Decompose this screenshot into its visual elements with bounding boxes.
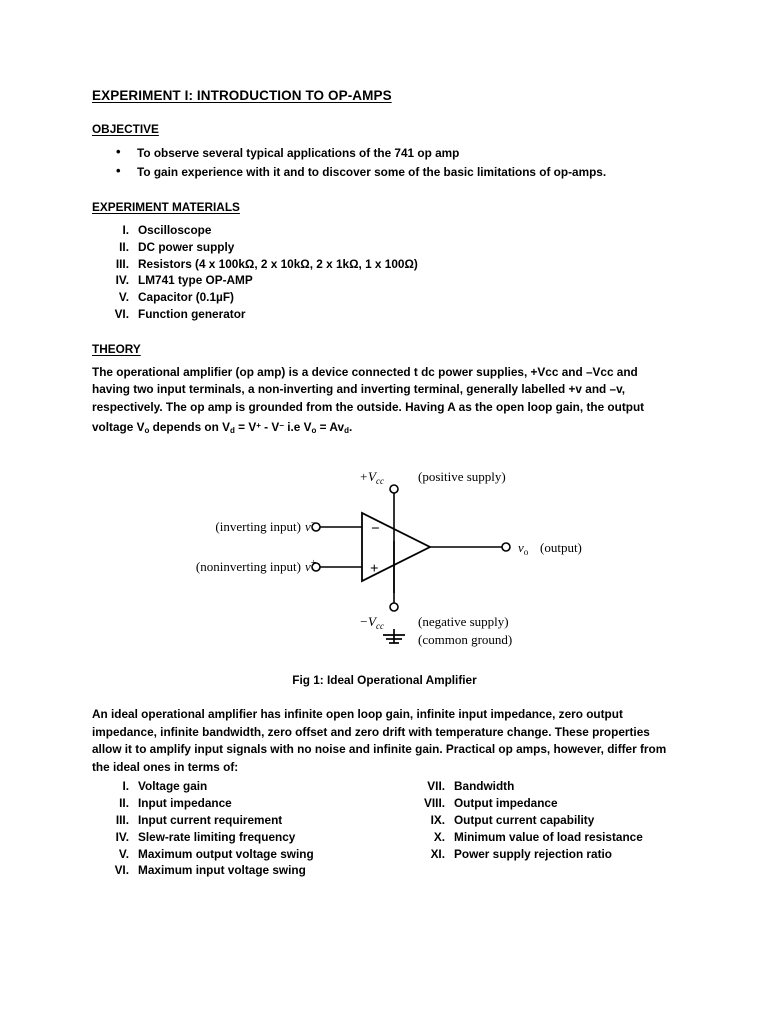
list-item-label: Output current capability — [454, 813, 595, 828]
list-item-number: VII. — [427, 779, 445, 794]
list-item-label: DC power supply — [138, 239, 235, 254]
list-item — [392, 829, 677, 846]
list-item — [92, 289, 677, 306]
output-text: (output) — [540, 540, 582, 556]
list-item-label: Capacitor (0.1µF) — [138, 290, 234, 305]
differences-left-list — [92, 778, 392, 879]
list-item-number: V. — [118, 290, 129, 305]
list-item-number: X. — [433, 829, 445, 844]
list-item — [92, 272, 677, 289]
list-item-number: VIII. — [424, 796, 445, 811]
section-heading-theory: THEORY — [92, 341, 141, 356]
list-item — [92, 306, 677, 323]
list-item — [92, 812, 392, 829]
list-item-number: II. — [119, 796, 129, 811]
list-item-number: VI. — [114, 306, 129, 321]
differences-left-column — [92, 778, 392, 879]
list-item-label: Power supply rejection ratio — [454, 846, 612, 861]
page-title: EXPERIMENT I: INTRODUCTION TO OP-AMPS — [92, 88, 392, 103]
opamp-schematic — [92, 461, 677, 661]
list-item: • To observe several typical applications of the 741 op amp — [92, 144, 677, 163]
list-item-number: IV. — [115, 829, 129, 844]
list-item-number: VI. — [114, 863, 129, 878]
negative-supply-text: (negative supply) — [418, 614, 509, 630]
section-heading-materials: EXPERIMENT MATERIALS — [92, 200, 240, 214]
list-item — [92, 829, 392, 846]
list-item — [92, 256, 677, 273]
list-item-number: IV. — [115, 273, 129, 288]
list-item-label: Oscilloscope — [138, 223, 212, 237]
inverting-input-label: (inverting input) — [215, 519, 301, 535]
list-item-number: I. — [122, 779, 129, 794]
section-heading-objective: OBJECTIVE — [92, 122, 159, 136]
ground-icon — [383, 629, 405, 643]
noninverting-input-label: (noninverting input) — [195, 559, 301, 575]
negative-supply-label: $-V_{cc}$ — [359, 614, 384, 632]
inverting-terminal-sign: − — [371, 521, 380, 538]
list-item-label: Slew-rate limiting frequency — [138, 829, 296, 844]
materials-list — [92, 222, 677, 323]
list-item-label: Maximum output voltage swing — [138, 846, 314, 861]
output-label: $v_o$ — [518, 540, 529, 558]
figure-caption: Fig 1: Ideal Operational Amplifier — [292, 673, 477, 688]
list-item — [92, 222, 677, 239]
positive-supply-terminal — [390, 485, 398, 493]
list-item — [392, 846, 677, 863]
negative-supply-terminal — [390, 603, 398, 611]
list-item-label: Input current requirement — [138, 813, 283, 828]
list-item-number: V. — [118, 846, 129, 861]
list-item-label: Voltage gain — [138, 779, 208, 794]
list-item-number: I. — [122, 223, 129, 237]
list-item — [92, 862, 392, 879]
list-item-label: Bandwidth — [454, 779, 515, 794]
list-item — [92, 778, 392, 795]
theory-paragraph: The operational amplifier (op amp) is a device connected t dc power supplies, +Vcc and –Vcc and having two input terminals, a non-inverting and inverting terminal, generally labelled +v and –v, respectively. The op amp is grounded from the outside. Having A as the open loop gain, the output voltage $V_o$ depends on $V_d = V^+ - V^-$ i.e $V_o = Av_d$. — [92, 364, 645, 435]
output-terminal — [502, 543, 510, 551]
objective-list — [92, 144, 677, 181]
list-item-number: IX. — [430, 813, 445, 828]
list-item — [92, 795, 392, 812]
list-item — [392, 812, 677, 829]
list-item: • To gain experience with it and to discover some of the basic limitations of op-amps. — [92, 163, 677, 182]
list-item-label: Resistors (4 x 100kΩ, 2 x 10kΩ, 2 x 1kΩ, 1 x 100Ω) — [138, 256, 418, 271]
ideal-opamp-paragraph: An ideal operational amplifier has infinite open loop gain, infinite input impedance, zero output impedance, infinite bandwidth, zero offset and zero drift with temperature change. These properties allow it to amplify input signals with no noise and infinite gain. Practical op amps, however, differ from the ideal ones in terms of: — [92, 707, 667, 774]
noninverting-input-symbol: v+ — [305, 558, 317, 575]
list-item-label: Function generator — [138, 306, 246, 321]
list-item-label: Output impedance — [454, 796, 558, 811]
opamp-figure — [92, 461, 677, 661]
inverting-input-symbol: v− — [305, 518, 317, 535]
list-item-label: Minimum value of load resistance — [454, 829, 643, 844]
list-item-label: Maximum input voltage swing — [138, 863, 306, 878]
noninverting-terminal-sign: + — [370, 561, 379, 578]
list-item — [92, 239, 677, 256]
list-item — [392, 795, 677, 812]
positive-supply-label: $+V_{cc}$ — [359, 469, 384, 487]
list-item-label: Input impedance — [138, 796, 232, 811]
list-item — [392, 778, 677, 795]
list-item-number: III. — [115, 256, 129, 271]
document-content — [92, 88, 677, 879]
list-item-number: XI. — [430, 846, 445, 861]
list-item-label: LM741 type OP-AMP — [138, 273, 253, 288]
differences-right-list — [392, 778, 677, 862]
list-item — [92, 846, 392, 863]
list-item-number: III. — [115, 813, 129, 828]
differences-right-column — [392, 778, 677, 879]
common-ground-label: (common ground) — [418, 632, 513, 648]
differences-list — [92, 778, 677, 879]
list-item-number: II. — [119, 239, 129, 254]
positive-supply-text: (positive supply) — [418, 469, 506, 485]
